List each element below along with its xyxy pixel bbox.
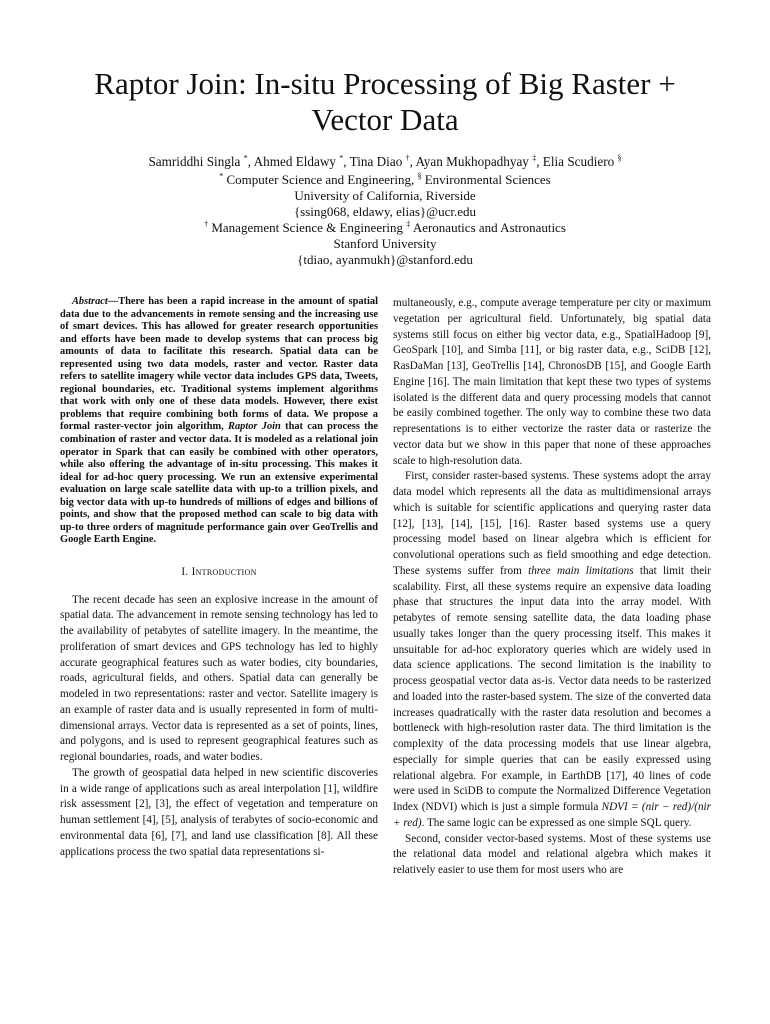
author-name: Ahmed Eldawy xyxy=(253,154,336,169)
affiliation-text: Management Science & Engineering xyxy=(208,220,407,235)
affiliation-line xyxy=(40,220,730,236)
author-block xyxy=(40,154,730,268)
affiliation-line xyxy=(40,172,730,188)
body-paragraph: multaneously, e.g., compute average temperature per city or maximum vegetation per agricultural field. Unfortunately, big spatial data systems still focus on either big vector data, e.g., SpatialHadoop [9], GeoSpark [10], and Simba [11], or big raster data, e.g., SciDB [12], RasDaMan [13], GeoTrellis [14], ChronosDB [15], and Google Earth Engine [16]. The main limitation that kept these two types of systems isolated is the different data and query processing models that cannot be easily combined together. The only way to combine these two data representations is to either vectorize the raster data or rasterize the vector data but we show in this paper that none of these approaches scale to high-resolution data. xyxy=(393,297,711,467)
affiliation-mark: § xyxy=(417,171,422,181)
abstract xyxy=(60,296,378,547)
author-mark: † xyxy=(405,153,410,163)
author-mark: * xyxy=(243,153,248,163)
author-names: Samriddhi Singla *, Ahmed Eldawy *, Tina Diao †, Ayan Mukhopadhyay ‡, Elia Scudiero § xyxy=(148,153,622,169)
affiliation-mark: * xyxy=(219,171,224,181)
author-name: Ayan Mukhopadhyay xyxy=(415,154,529,169)
two-column-body xyxy=(60,296,711,879)
body-paragraph: Second, consider vector-based systems. Most of these systems use the relational data model and relational algebra which makes it relatively easier to use them for most users who are xyxy=(393,832,711,876)
author-mark: ‡ xyxy=(532,153,537,163)
body-paragraph: The recent decade has seen an explosive increase in the amount of spatial data. The advancement in remote sensing technology has led to the availability of petabytes of satellite imagery. In the meantime, the proliferation of smart devices and GPS technology has led to highly accurate geographical features such as water bodies, city boundaries, roads, agricultural fields, and others. Spatial data can generally be modeled in two representations: raster and vector. Satellite imagery is an example of raster data and is usually represented in form of multi-dimensional arrays. Vector data is represented as a set of points, lines, and polygons, and is used to represent geographical features such as regional boundaries, roads, and water bodies. xyxy=(60,593,378,764)
affiliation-mark: ‡ xyxy=(406,219,411,229)
author-name: Elia Scudiero xyxy=(542,154,615,169)
body-text: First, consider raster-based systems. These systems adopt the array data model which represents all the data as multidimensional arrays which is suitable for scientific applications and querying raster data [12], [13], [14], [15], [16]. Raster based systems use a query processing model based on linear algebra which is efficient for convolutional operations such as field smoothing and edge detection. These systems suffer from xyxy=(393,470,711,577)
author-name: Samriddhi Singla xyxy=(148,154,241,169)
abstract-text: —There has been a rapid increase in the amount of spatial data due to the advancements in remote sensing and the increasing use of smart devices. This has allowed for greater research opportunities and efforts have been made to develop systems that can process big amounts of data to facilitate this research. Spatial data can be represented using two data models, raster and vector. Raster data refers to satellite imagery while vector data includes GPS data, Tweets, regional boundaries, etc. Traditional systems implement algorithms that work with only one of these data models. However, there exist problems that require combining both forms of data. We propose a formal raster-vector join algorithm, xyxy=(60,296,378,433)
email-line: {tdiao, ayanmukh}@stanford.edu xyxy=(297,252,473,267)
body-paragraph xyxy=(393,469,711,831)
affiliation-text: Aeronautics and Astronautics xyxy=(410,220,566,235)
body-paragraph: The growth of geospatial data helped in new scientific discoveries in a wide range of applications such as areal interpolation [1], wildfire risk assessment [2], [3], the effect of vegetation and temperature on human settlement [4], [5], analysis of terabytes of socio-economic and environmental data [6], [7], and land use classification [8]. All these applications process the two spatial data representations si- xyxy=(60,766,378,858)
author-mark: * xyxy=(339,153,344,163)
author-mark: § xyxy=(617,153,622,163)
author-name: Tina Diao xyxy=(349,154,403,169)
body-emphasis: three main limitations xyxy=(528,564,634,577)
abstract-text: that can process the combination of raster and vector data. It is modeled as a relational join operator in Spark that can easily be combined with other operators, while also offering the advantage of in-situ processing. This makes it ideal for ad-hoc query processing. We run an extensive experimental evaluation on large scale satellite data with up-to a trillion pixels, and big vector data with up-to hundreds of millions of edges and billions of points, and show that the proposed method can scale to big data with up-to three orders of magnitude performance gain over GeoTrellis and Google Earth Engine. xyxy=(60,421,378,546)
body-text: . The same logic can be expressed as one simple SQL query. xyxy=(421,816,692,829)
affiliation-line: University of California, Riverside xyxy=(294,188,476,203)
right-column xyxy=(393,296,711,879)
abstract-label: Abstract xyxy=(72,296,108,307)
body-text: that limit their scalability. First, all these systems require an expensive data loading phase that structures the input data into the array model. With petabytes of remote sensing satellite data, the data loading phase usually takes longer than the query processing itself. This makes it unsuitable for ad-hoc exploratory queries which are widely used in data science applications. The second limitation is the inability to process geospatial vector data as-is. Vector data needs to be rasterized and loaded into the raster-based system. The size of the converted data increases quadratically with the raster data resolution and becomes a bottleneck with high-resolution raster data. The third limitation is the complexity of the data processing models that use linear algebra, especially for simple queries that can be easily expressed using relational algebra. For example, in EarthDB [17], 40 lines of code were used in SciDB to compute the Normalized Difference Vegetation Index (NDVI) which is just a simple formula xyxy=(393,564,712,813)
email-line: {ssing068, eldawy, elias}@ucr.edu xyxy=(293,204,477,219)
paper-title: Raptor Join: In-situ Processing of Big Raster + Vector Data xyxy=(94,66,676,137)
section-heading xyxy=(60,565,378,581)
abstract-system-name: Raptor Join xyxy=(228,421,281,433)
section-numeral: I. xyxy=(181,565,192,578)
left-column xyxy=(60,296,378,879)
ndvi-formula: NDVI = (nir − red)/(nir + red) xyxy=(393,801,711,829)
affiliation-line: Stanford University xyxy=(333,236,437,251)
affiliation-text: Computer Science and Engineering, xyxy=(223,172,418,187)
section-title: Introduction xyxy=(191,565,257,578)
affiliation-mark: † xyxy=(204,219,209,229)
affiliation-text: Environmental Sciences xyxy=(421,172,551,187)
